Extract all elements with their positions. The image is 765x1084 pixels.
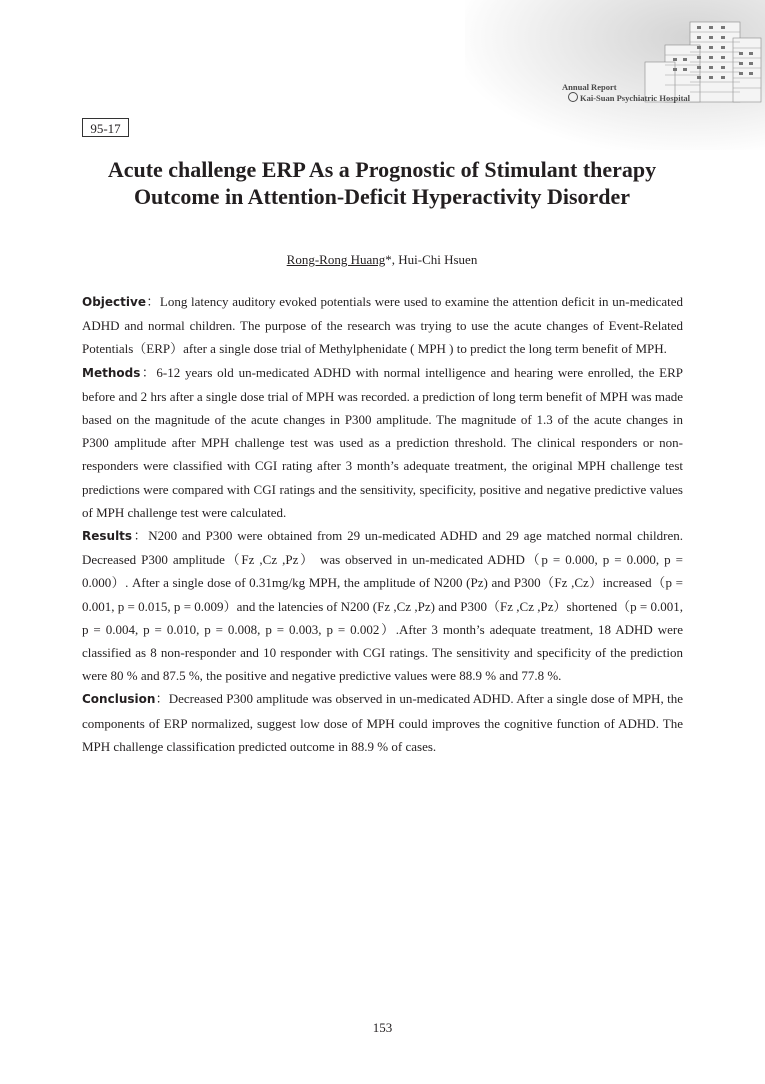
methods-sep: ：: [140, 364, 157, 380]
methods-label: Methods: [82, 365, 141, 380]
conclusion-text: Decreased P300 amplitude was observed in un-medicated ADHD. After a single dose of MPH, the components of ERP normalized, suggest low dose of MPH could improves the cognitive function of ADHD. The MPH challenge classification predicted outcome in 88.9 % of cases.: [82, 691, 683, 754]
paper-title: Acute challenge ERP As a Prognostic of Stimulant therapy Outcome in Attention-Deficit Hyperactivity Disorder: [107, 157, 657, 209]
paper-code: 95-17: [82, 118, 129, 137]
hospital-emblem-icon: [568, 92, 578, 102]
conclusion-paragraph: [82, 687, 683, 758]
objective-paragraph: [82, 290, 683, 361]
first-author: Rong-Rong Huang: [286, 252, 386, 267]
co-authors: , Hui-Chi Hsuen: [391, 252, 478, 267]
conclusion-label: Conclusion: [82, 692, 156, 707]
results-label: Results: [82, 529, 133, 544]
results-text: N200 and P300 were obtained from 29 un-medicated ADHD and 29 age matched normal children. Decreased P300 amplitude（Fz ,Cz ,Pz） was observed in un-medicated ADHD（p = 0.000, p = 0.000, p = 0.000）. After a single dose of 0.31mg/kg MPH, the amplitude of N200 (Pz) and P300（Fz ,Cz）increased（p = 0.001, p = 0.015, p = 0.009）and the latencies of N200 (Fz ,Cz ,Pz) and P300（Fz ,Cz ,Pz）shortened（p = 0.001, p = 0.004, p = 0.010, p = 0.008, p = 0.003, p = 0.002）.After 3 month’s adequate treatment, 18 ADHD were classified as 8 non-responder and 10 responder with CGI ratings. The sensitivity and specificity of the prediction were 80 % and 87.5 %, the positive and negative predictive values were 88.9 % and 77.8 %.: [82, 528, 683, 684]
objective-sep: ：: [145, 294, 160, 309]
results-sep: ：: [132, 528, 149, 544]
corresponding-mark: *: [385, 252, 392, 267]
annual-report-logo: [562, 82, 690, 103]
logo-line-hospital: [562, 92, 690, 103]
objective-label: Objective: [82, 295, 146, 309]
logo-hospital-name: Kai-Suan Psychiatric Hospital: [580, 93, 691, 103]
conclusion-sep: ：: [155, 691, 169, 707]
methods-text: 6-12 years old un-medicated ADHD with normal intelligence and hearing were enrolled, the ERP before and 2 hrs after a single dose trial of MPH was recorded. a prediction of long term benefit of MPH was made based on the magnitude of the acute changes in P300 amplitude. The magnitude of 1.3 of the acute changes in P300 amplitude after MPH challenge test was used as a prediction threshold. The clinical responders or non-responders were classified with CGI rating after 3 month’s adequate treatment, the original MPH challenge test predictions were compared with CGI ratings and the sensitivity, specificity, positive and negative predictive values of MPH challenge test were calculated.: [82, 364, 683, 520]
page-number: 153: [372, 1020, 393, 1035]
logo-line-annual-report: Annual Report: [562, 82, 617, 92]
methods-paragraph: [82, 361, 683, 524]
results-paragraph: [82, 524, 683, 687]
abstract-body: [82, 290, 683, 758]
author-line: [82, 252, 682, 268]
hospital-building-illustration: [465, 0, 765, 150]
objective-text: Long latency auditory evoked potentials were used to examine the attention deficit in un-medicated ADHD and normal children. The purpose of the research was trying to use the acute changes of Event-Related Potentials（ERP）after a single dose trial of Methylphenidate ( MPH ) to predict the long term benefit of MPH.: [82, 294, 683, 357]
